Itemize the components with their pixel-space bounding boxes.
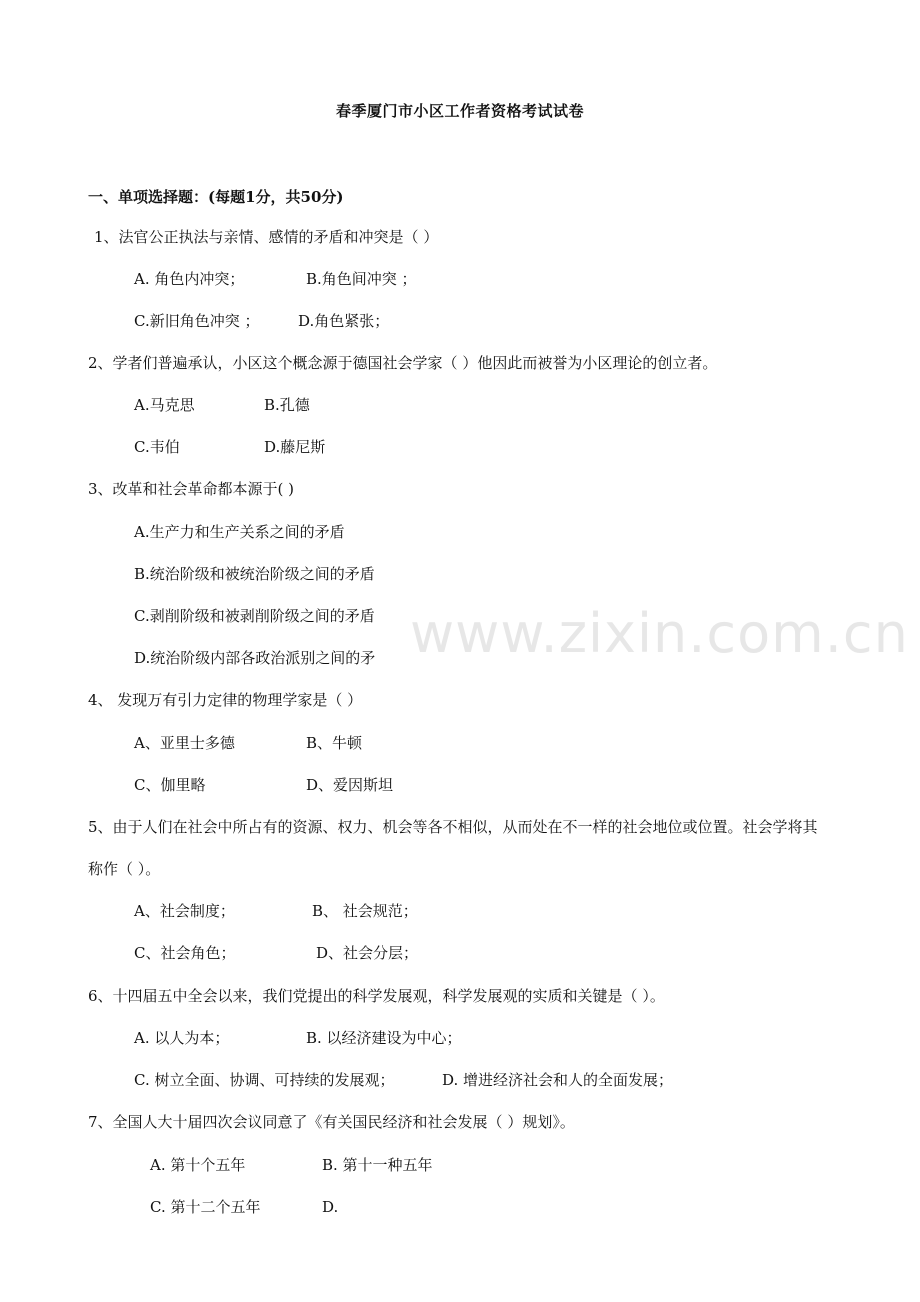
question-4: 4、 发现万有引力定律的物理学家是（ ）: [88, 691, 363, 709]
watermark: www.zixin.com.cn: [410, 602, 909, 665]
question-5-option-c: C、社会角色；: [134, 944, 236, 962]
question-1-option-d: D.角色紧张；: [298, 312, 390, 330]
question-1-option-b: B.角色间冲突 ；: [306, 270, 417, 288]
question-6-option-d: D. 增进经济社会和人的全面发展；: [442, 1071, 674, 1089]
question-3-option-b: B.统治阶级和被统治阶级之间的矛盾: [134, 565, 375, 583]
question-1: 1、法官公正执法与亲情、感情的矛盾和冲突是（ ）: [94, 228, 439, 246]
section-heading: 一、单项选择题：(每题1分，共50分): [88, 188, 344, 206]
question-4-option-b: B、牛顿: [306, 734, 363, 752]
question-2-option-a: A.马克思: [134, 396, 195, 414]
page-title: 春季厦门市小区工作者资格考试试卷: [335, 102, 584, 120]
question-5-option-a: A、社会制度；: [134, 902, 235, 920]
question-3: 3、改革和社会革命都本源于( ): [88, 480, 295, 498]
question-2: 2、学者们普遍承认，小区这个概念源于德国社会学家（ ）他因此而被誉为小区理论的创立者。: [88, 354, 718, 372]
question-7-option-a: A. 第十个五年: [150, 1156, 246, 1174]
question-2-option-b: B.孔德: [264, 396, 310, 414]
question-7-option-c: C. 第十二个五年: [150, 1198, 261, 1216]
question-7-option-b: B. 第十一种五年: [322, 1156, 433, 1174]
question-4-option-c: C、伽里略: [134, 776, 206, 794]
question-7: 7、全国人大十届四次会议同意了《有关国民经济和社会发展（ ）规划》。: [88, 1113, 575, 1131]
question-6-option-b: B. 以经济建设为中心；: [306, 1029, 462, 1047]
question-5-line-2: 称作（ ）。: [88, 860, 161, 878]
question-6: 6、十四届五中全会以来，我们党提出的科学发展观，科学发展观的实质和关键是（ ）。: [88, 987, 665, 1005]
question-3-option-d: D.统治阶级内部各政治派别之间的矛: [134, 649, 376, 667]
question-4-option-d: D、爱因斯坦: [306, 776, 394, 794]
question-5-option-b: B、 社会规范；: [312, 902, 418, 920]
question-5-line-1: 5、由于人们在社会中所占有的资源、权力、机会等各不相似，从而处在不一样的社会地位或位置。社会学将其: [88, 818, 818, 836]
question-2-option-c: C.韦伯: [134, 438, 180, 456]
question-7-option-d: D.: [322, 1198, 339, 1216]
question-1-option-c: C.新旧角色冲突 ；: [134, 312, 260, 330]
question-1-option-a: A. 角色内冲突；: [134, 270, 245, 288]
question-3-option-a: A.生产力和生产关系之间的矛盾: [134, 523, 345, 541]
question-3-option-c: C.剥削阶级和被剥削阶级之间的矛盾: [134, 607, 375, 625]
question-6-option-a: A. 以人为本；: [134, 1029, 230, 1047]
question-2-option-d: D.藤尼斯: [264, 438, 326, 456]
question-4-option-a: A、亚里士多德: [134, 734, 235, 752]
question-5-option-d: D、社会分层；: [316, 944, 419, 962]
question-6-option-c: C. 树立全面、协调、可持续的发展观；: [134, 1071, 395, 1089]
